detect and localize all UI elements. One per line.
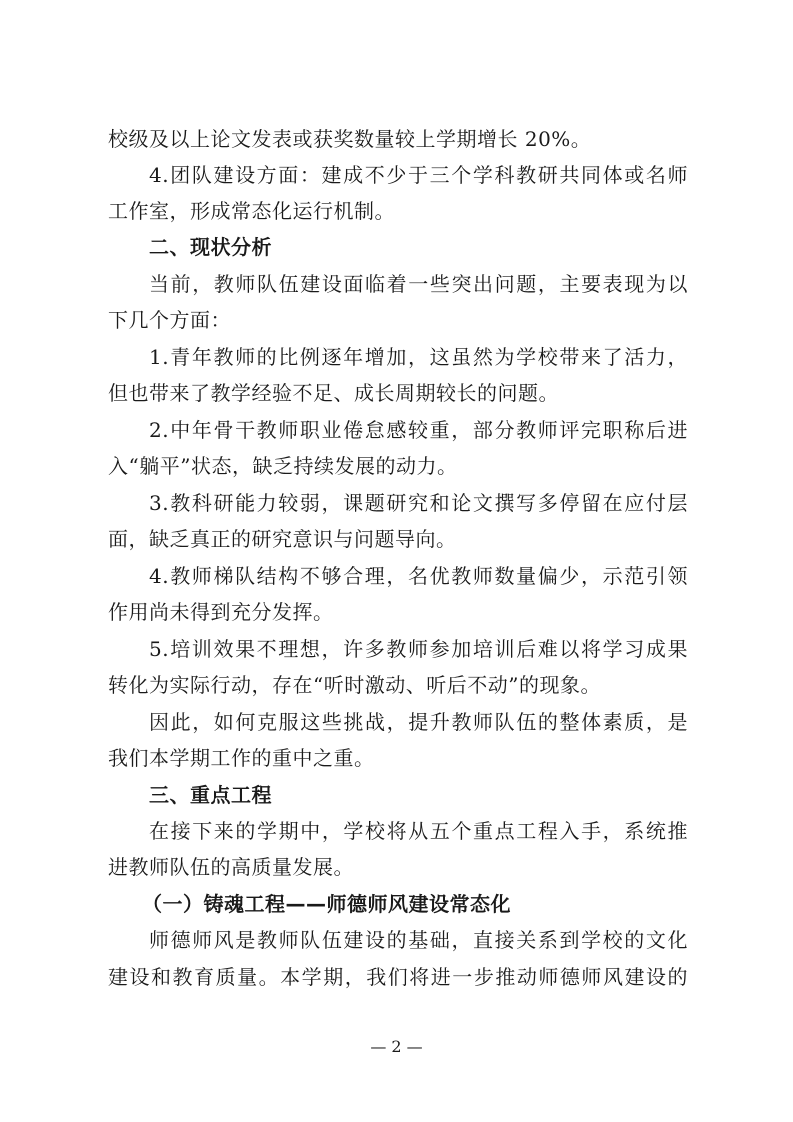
page-number: — 2 — bbox=[370, 1037, 423, 1056]
paragraph-line: 校级及以上论文发表或获奖数量较上学期增长 20%。 bbox=[108, 127, 592, 151]
paragraph-line: 转化为实际行动，存在“听时激动、听后不动”的现象。 bbox=[108, 673, 601, 697]
paragraph-line: 工作室，形成常态化运行机制。 bbox=[108, 199, 395, 223]
paragraph-line: 作用尚未得到充分发挥。 bbox=[108, 600, 334, 624]
paragraph-line: 建设和教育质量。本学期，我们将进一步推动师德师风建设的 bbox=[108, 965, 688, 989]
paragraph-line: 因此，如何克服这些挑战，提升教师队伍的整体素质，是 bbox=[149, 710, 688, 734]
section-heading: 二、现状分析 bbox=[149, 235, 272, 259]
paragraph-line: 1.青年教师的比例逐年增加，这虽然为学校带来了活力， bbox=[149, 345, 688, 369]
paragraph-line: 4.团队建设方面：建成不少于三个学科教研共同体或名师 bbox=[149, 163, 688, 187]
paragraph-line: 面，缺乏真正的研究意识与问题导向。 bbox=[108, 527, 457, 551]
paragraph-line: 师德师风是教师队伍建设的基础，直接关系到学校的文化 bbox=[149, 928, 688, 952]
paragraph-line: 但也带来了教学经验不足、成长周期较长的问题。 bbox=[108, 381, 559, 405]
paragraph-line: 当前，教师队伍建设面临着一些突出问题，主要表现为以 bbox=[149, 272, 688, 296]
section-heading: 三、重点工程 bbox=[149, 783, 272, 807]
paragraph-line: 在接下来的学期中，学校将从五个重点工程入手，系统推 bbox=[149, 819, 688, 843]
paragraph-line: 我们本学期工作的重中之重。 bbox=[108, 746, 375, 770]
paragraph-line: 进教师队伍的高质量发展。 bbox=[108, 855, 354, 879]
paragraph-line: 2.中年骨干教师职业倦怠感较重，部分教师评完职称后进 bbox=[149, 418, 688, 442]
paragraph-line: 3.教科研能力较弱，课题研究和论文撰写多停留在应付层 bbox=[149, 491, 688, 515]
paragraph-line: 5.培训效果不理想，许多教师参加培训后难以将学习成果 bbox=[149, 637, 688, 661]
paragraph-line: 4.教师梯队结构不够合理，名优教师数量偏少，示范引领 bbox=[149, 564, 688, 588]
subsection-heading: （一）铸魂工程——师德师风建设常态化 bbox=[142, 892, 511, 916]
paragraph-line: 入“躺平”状态，缺乏持续发展的动力。 bbox=[108, 454, 458, 478]
paragraph-line: 下几个方面： bbox=[108, 308, 231, 332]
